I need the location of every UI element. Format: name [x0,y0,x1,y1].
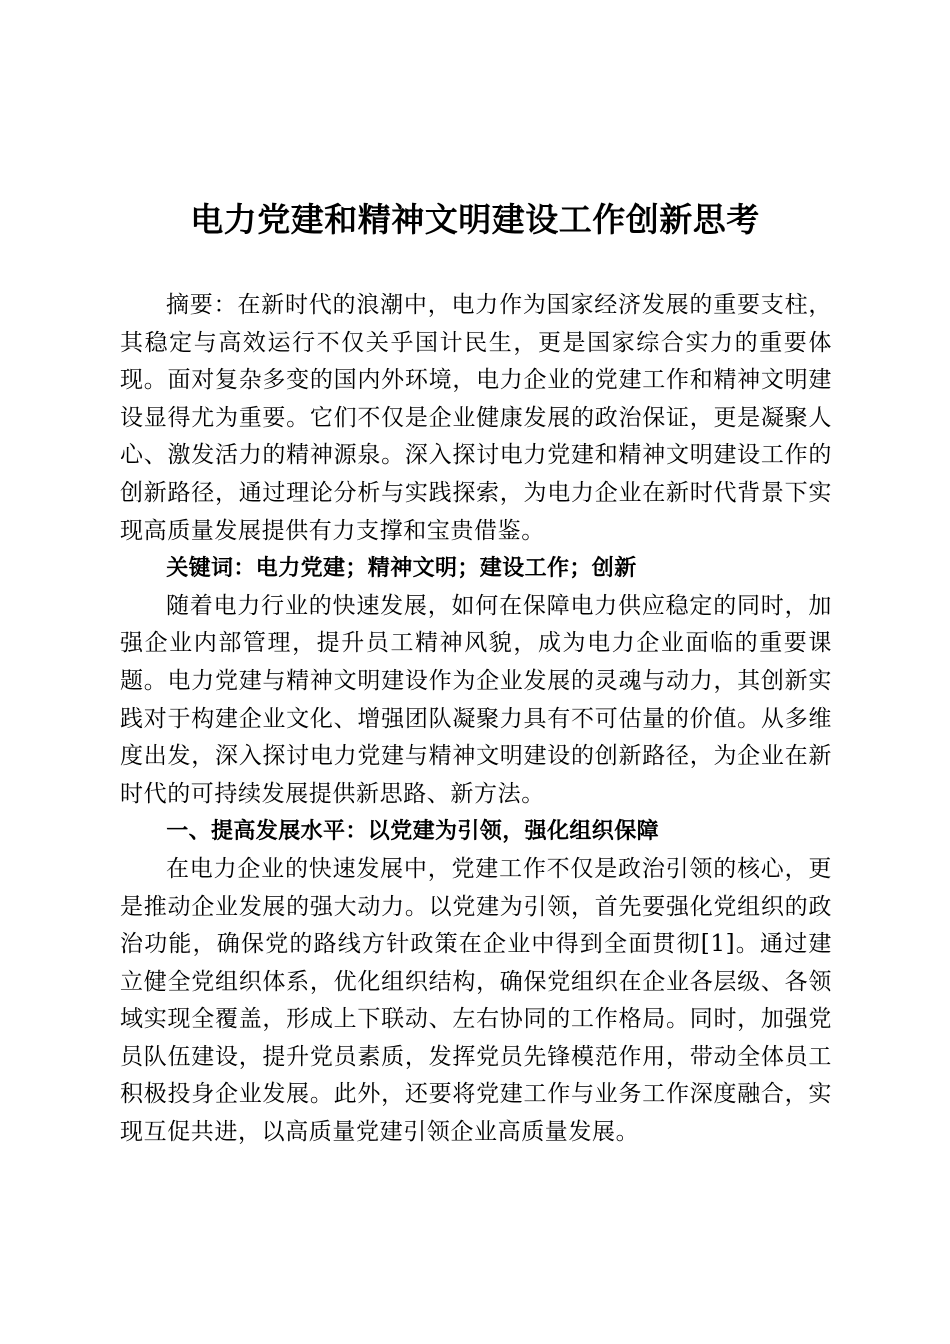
section-paragraph: 在电力企业的快速发展中，党建工作不仅是政治引领的核心，更是推动企业发展的强大动力。以党建为引领，首先要强化党组织的政治功能，确保党的路线方针政策在企业中得到全面贯彻[1]。通过建立健全党组织体系，优化组织结构，确保党组织在企业各层级、各领域实现全覆盖，形成上下联动、左右协同的工作格局。同时，加强党员队伍建设，提升党员素质，发挥党员先锋模范作用，带动全体员工积极投身企业发展。此外，还要将党建工作与业务工作深度融合，实现互促共进，以高质量党建引领企业高质量发展。 [120,855,832,1146]
section-heading: 一、提高发展水平：以党建为引领，强化组织保障 [166,819,659,845]
document-body [120,287,832,1152]
abstract-paragraph: 摘要：在新时代的浪潮中，电力作为国家经济发展的重要支柱，其稳定与高效运行不仅关乎国计民生，更是国家综合实力的重要体现。面对复杂多变的国内外环境，电力企业的党建工作和精神文明建设显得尤为重要。它们不仅是企业健康发展的政治保证，更是凝聚人心、激发活力的精神源泉。深入探讨电力党建和精神文明建设工作的创新路径，通过理论分析与实践探索，为电力企业在新时代背景下实现高质量发展提供有力支撑和宝贵借鉴。 [120,292,832,544]
document-title: 电力党建和精神文明建设工作创新思考 [190,200,760,239]
intro-paragraph: 随着电力行业的快速发展，如何在保障电力供应稳定的同时，加强企业内部管理，提升员工精神风貌，成为电力企业面临的重要课题。电力党建与精神文明建设作为企业发展的灵魂与动力，其创新实践对于构建企业文化、增强团队凝聚力具有不可估量的价值。从多维度出发，深入探讨电力党建与精神文明建设的创新路径，为企业在新时代的可持续发展提供新思路、新方法。 [120,592,832,807]
keywords-line: 关键词：电力党建；精神文明；建设工作；创新 [166,556,637,582]
